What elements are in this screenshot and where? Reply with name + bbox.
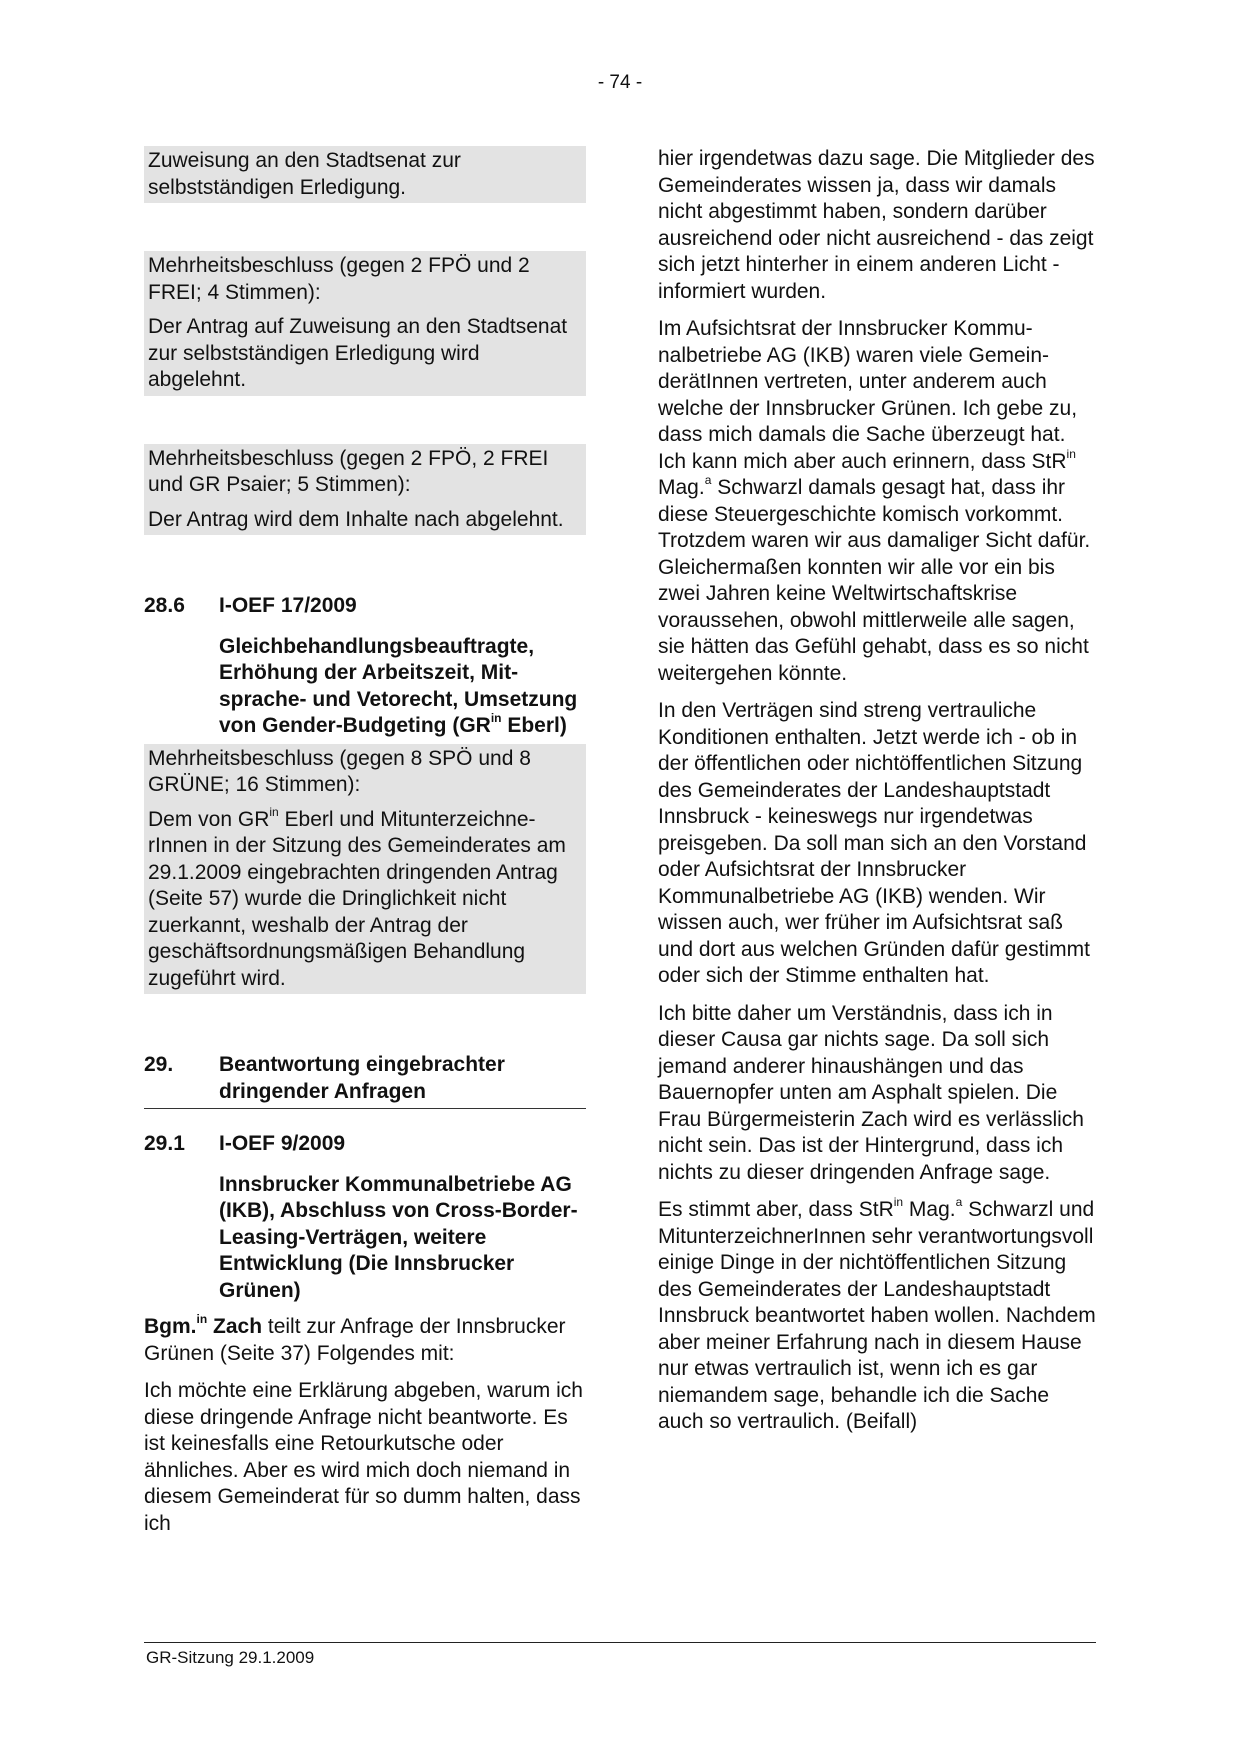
section-28-6 bbox=[144, 593, 586, 740]
section-number: 29.1 bbox=[144, 1132, 185, 1155]
speaker-intro: Bgm.$^{in}$ Zach teilt zur Anfrage der Innsbrucker Grünen (Seite 37) Folgendes mit: bbox=[144, 1312, 566, 1365]
section-number: 28.6 bbox=[144, 594, 185, 617]
section-code: I-OEF 9/2009 bbox=[219, 1132, 346, 1155]
section-number: 29. bbox=[144, 1053, 174, 1076]
resolution-box-3 bbox=[144, 444, 586, 536]
body-paragraph: In den Verträgen sind streng vertrauliche Konditionen enthalten. Jetzt werde ich - ob in der öffentlichen oder nichtöffentlichen Sitzung des Gemeinderates der Landeshauptstadt Innsbruck - keineswegs nur irgendetwas preisgeben. Da soll man sich an den Vorstand oder Aufsichtsrat der Innsbrucker Kommunalbetriebe AG (IKB) wenden. Wir wissen auch, wer früher im Aufsichtsrat saß und dort aus welchen Gründen dafür gestimmt oder sich der Stimme enthalten hat. bbox=[658, 699, 1090, 987]
right-column bbox=[658, 146, 1098, 1447]
footer-text: GR-Sitzung 29.1.2009 bbox=[146, 1648, 315, 1667]
page-number: - 74 - bbox=[597, 72, 643, 93]
section-29-1 bbox=[144, 1131, 586, 1537]
vote-result: Mehrheitsbeschluss (gegen 2 FPÖ und 2 FREI; 4 Stimmen): bbox=[148, 254, 530, 304]
body-paragraph: Ich möchte eine Erklärung abgeben, warum ich diese dringende Anfrage nicht beantworte. Es ist keinesfalls eine Retourkutsche oder ähnliches. Aber es wird mich doch niemand in diesem Gemeinderat für so dumm halten, dass ich bbox=[144, 1379, 583, 1535]
resolution-text: Dem von $GR^{in}$ Eberl und MitunterzeichnerInnen in der Sitzung des Gemeinderates am 29.1.2009 eingebrachten dringenden Antrag (Seite 57) wurde die Dringlichkeit nicht zuerkannt, weshalb der Antrag der geschäftsordnungsmäßigen Behandlung zugeführt wird. bbox=[148, 804, 566, 990]
vote-result: Mehrheitsbeschluss (gegen 8 SPÖ und 8 GRÜNE; 16 Stimmen): bbox=[148, 746, 531, 796]
footer-rule bbox=[144, 1642, 1096, 1643]
left-column bbox=[144, 146, 586, 1548]
body-paragraph: Es stimmt aber, dass StR$^{in}$ Mag.$^a$ Schwarzl und MitunterzeichnerInnen sehr verantwortungsvoll einige Dinge in der nichtöffentlichen Sitzung des Gemeinderates der Landeshauptstadt Innsbruck beantwortet haben wollen. Nachdem aber meiner Erfahrung nach in diesem Hause nur etwas vertraulich ist, wenn ich es gar niemandem sage, behandle ich die Sache auch so vertraulich. (Beifall) bbox=[658, 1195, 1096, 1433]
resolution-box-2 bbox=[144, 251, 586, 396]
section-heading bbox=[144, 1131, 586, 1158]
section-title: Beantwortung eingebrachter dringender Anfragen bbox=[219, 1053, 505, 1103]
body-paragraph: Ich bitte daher um Verständnis, dass ich in dieser Causa gar nichts sage. Da soll sich jemand anderer hinaushängen und das Bauernopfer unten am Asphalt spielen. Die Frau Bürgermeisterin Zach wird es verlässlich nicht sein. Das ist der Hintergrund, dass ich nichts zu dieser dringenden Anfrage sage. bbox=[658, 1001, 1084, 1184]
section-heading bbox=[144, 593, 586, 620]
resolution-box-1 bbox=[144, 146, 586, 203]
resolution-box-4 bbox=[144, 744, 586, 995]
section-29 bbox=[144, 1052, 586, 1109]
body-paragraph: hier irgendetwas dazu sage. Die Mitglieder des Gemeinderates wissen ja, dass wir damals nicht abgestimmt haben, sondern darüber ausreichend oder nicht ausreichend - das zeigt sich jetzt hinterher in einem anderen Licht - informiert wurden. bbox=[658, 147, 1095, 303]
resolution-text: Zuweisung an den Stadtsenat zur selbstständigen Erledigung. bbox=[148, 149, 461, 199]
section-code: I-OEF 17/2009 bbox=[219, 594, 357, 617]
resolution-text: Der Antrag auf Zuweisung an den Stadtsenat zur selbstständigen Erledigung wird abgelehnt. bbox=[148, 315, 568, 391]
section-title: Gleichbehandlungsbeauftragte, Erhöhung der Arbeitszeit, Mitsprache- und Vetorecht, Umsetzung von Gender-Budgeting ($GR^{in}$ Eberl) bbox=[219, 634, 578, 737]
section-title: Innsbrucker Kommunalbetriebe AG (IKB), Abschluss von Cross-Border-Leasing-Verträgen, weitere Entwicklung (Die Innsbrucker Grünen) bbox=[219, 1172, 578, 1302]
resolution-text: Der Antrag wird dem Inhalte nach abgelehnt. bbox=[148, 507, 564, 531]
section-heading bbox=[144, 1052, 586, 1105]
body-paragraph: Im Aufsichtsrat der Innsbrucker Kommunalbetriebe AG (IKB) waren viele GemeinderätInnen vertreten, unter anderem auch welche der Innsbrucker Grünen. Ich gebe zu, dass mich damals die Sache überzeugt hat. Ich kann mich aber auch erinnern, dass StR$^{in}$ Mag.$^a$ Schwarzl damals gesagt hat, dass ihr diese Steuergeschichte komisch vorkommt. Trotzdem waren wir aus damaliger Sicht dafür. Gleichermaßen konnten wir alle vor ein bis zwei Jahren keine Weltwirtschaftskrise voraussehen, obwohl mittlerweile alle sagen, sie hätten das Gefühl gehabt, dass es so nicht weitergehen könnte. bbox=[658, 317, 1091, 685]
vote-result: Mehrheitsbeschluss (gegen 2 FPÖ, 2 FREI und GR Psaier; 5 Stimmen): bbox=[148, 446, 549, 496]
